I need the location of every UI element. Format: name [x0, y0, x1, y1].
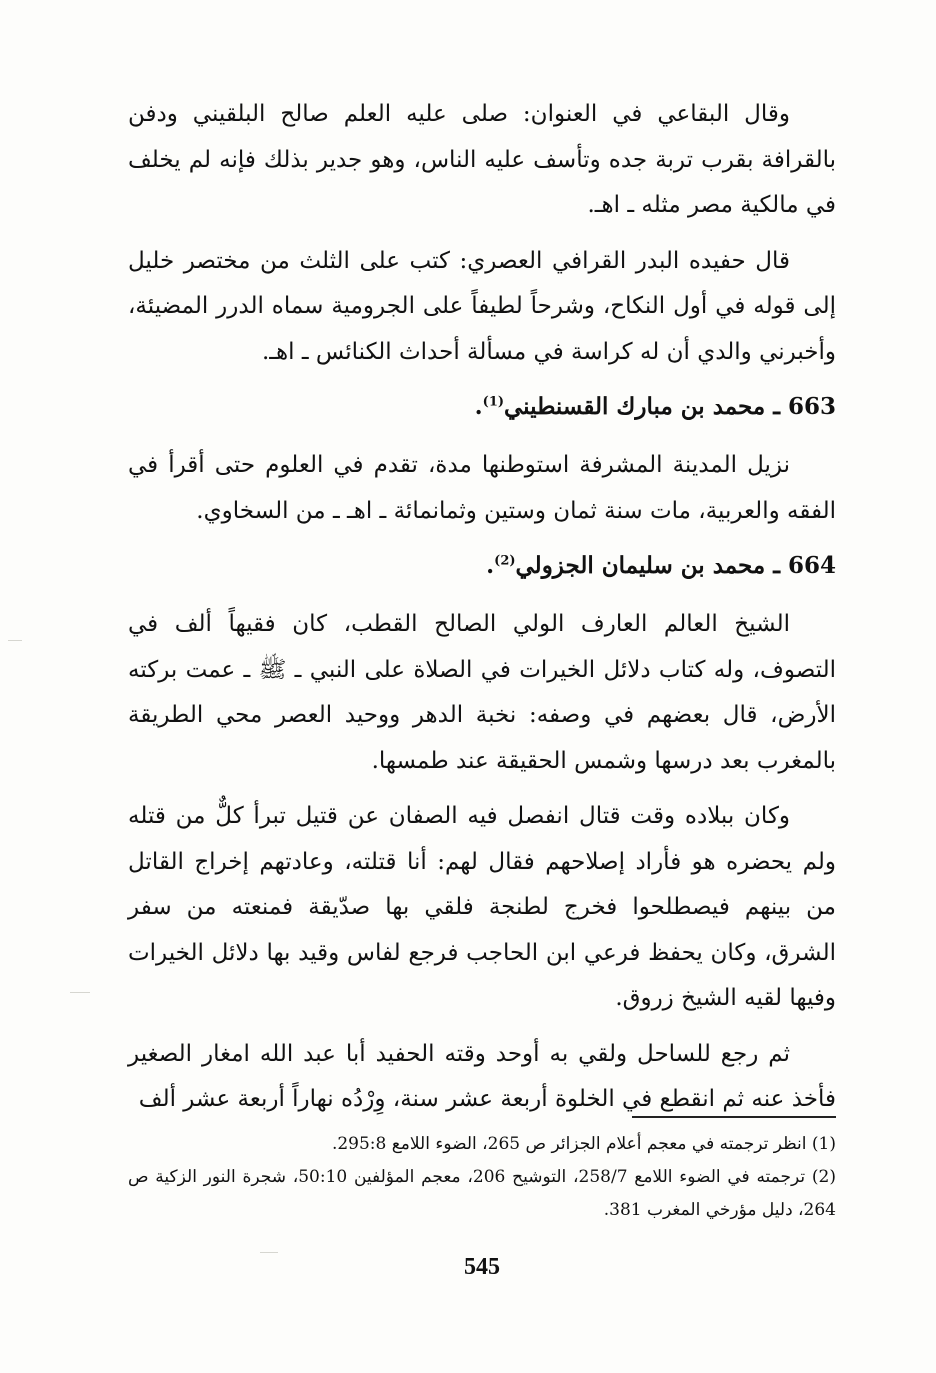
entry-664-paragraph-1: الشيخ العالم العارف الولي الصالح القطب، كان فقيهاً ألف في التصوف، وله كتاب دلائل الخيرات في الصلاة على النبي ـ ﷺ ـ عمت بركته الأرض، قال بعضهم في وصفه: نخبة الدهر ووحيد العصر محي الطريقة بالمغرب بعد درسها وشمس الحقيقة عند طمسها.: [128, 611, 836, 774]
scan-mark: [70, 992, 90, 993]
entry-663-title: 663 ـ محمد بن مبارك القسنطيني: [504, 393, 836, 420]
footnote-ref-2[interactable]: (2): [494, 553, 516, 569]
entry-663-paragraph: نزيل المدينة المشرفة استوطنها مدة، تقدم في العلوم حتى أقرأ في الفقه والعربية، مات سنة ثمان وستين وثمانمائة ـ اهـ ـ من السخاوي.: [128, 452, 836, 524]
footnotes: [128, 1128, 836, 1227]
scan-mark: [8, 640, 22, 641]
entry-664-period: .: [486, 552, 495, 579]
entry-664-title: 664 ـ محمد بن سليمان الجزولي: [515, 552, 836, 579]
entry-664-paragraph-2: وكان ببلاده وقت قتال انفصل فيه الصفان عن قتيل تبرأ كلٌّ من قتله ولم يحضره هو فأراد إصلاحهم فقال لهم: أنا قتلته، وعادتهم إخراج القاتل من بينهم فيصطلحوا فخرج لطنجة فلقي بها صدّيقة فمنعته من سفر الشرق، وكان يحفظ فرعي ابن الحاجب فرجع لفاس وقيد بها دلائل الخيرات وفيها لقيه الشيخ زروق.: [128, 803, 836, 1011]
footnote-divider: [632, 1116, 836, 1118]
paragraph-grandson-quote: قال حفيده البدر القرافي العصري: كتب على الثلث من مختصر خليل إلى قوله في أول النكاح، وشرحاً لطيفاً على الجرومية سماه الدرر المضيئة، وأخبرني والدي أن له كراسة في مسألة أحداث الكنائس ـ اهـ.: [128, 247, 836, 365]
paragraph-beqai-quote: وقال البقاعي في العنوان: صلى عليه العلم صالح البلقيني ودفن بالقرافة بقرب تربة جده وتأسف عليه الناس، وهو جدير بذلك فإنه لم يخلف في مالكية مصر مثله ـ اهـ.: [128, 101, 836, 218]
page-number: 545: [464, 1254, 500, 1280]
footnote-2: (2) ترجمته في الضوء اللامع 258/7، التوشيح 206، معجم المؤلفين 50:10، شجرة النور الزكية ص 264، دليل مؤرخي المغرب 381.: [128, 1167, 836, 1220]
book-page: [128, 92, 836, 1352]
footnote-1: (1) انظر ترجمته في معجم أعلام الجزائر ص 265، الضوء اللامع 295:8.: [331, 1134, 836, 1154]
entry-663-period: .: [474, 393, 483, 420]
entry-664-paragraph-3: ثم رجع للساحل ولقي به أوحد وقته الحفيد أبا عبد الله امغار الصغير فأخذ عنه ثم انقطع في الخلوة أربعة عشر سنة، وِرْدُه نهاراً أربعة عشر ألف: [128, 1040, 836, 1112]
entry-664-heading: [128, 544, 836, 588]
entry-663-heading: [128, 385, 836, 429]
footnote-ref-1[interactable]: (1): [482, 394, 505, 410]
